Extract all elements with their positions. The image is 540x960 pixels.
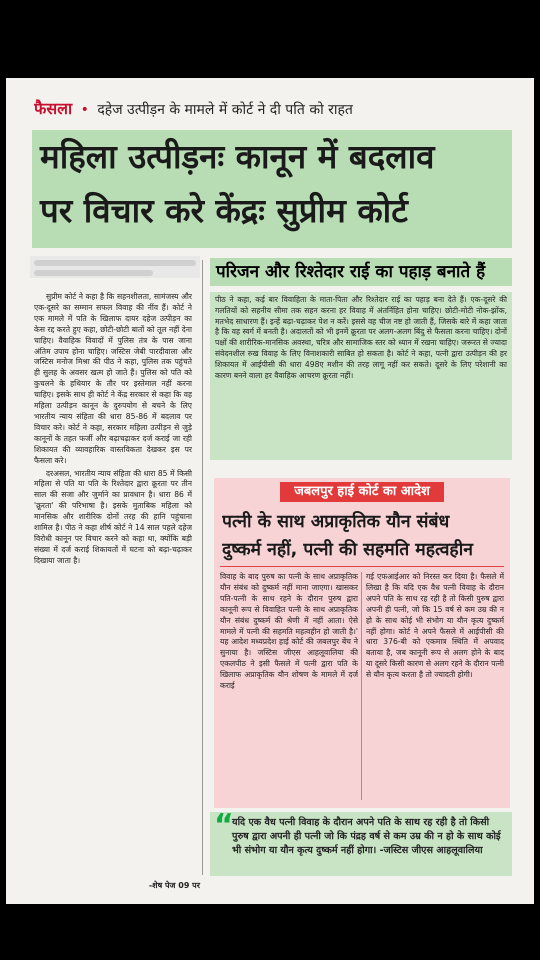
box-column-1: विवाह के बाद पुरुष का पत्नी के साथ अप्राकृतिक यौन संबंध को दुष्कर्म नहीं माना जाएगा। खासकर पति-पत्नी के साथ रहने के दौरान पुरुष द्वारा कानूनी रूप से विवाहित पत्नी के साथ अप्राकृतिक यौन संबंध दुष्कर्म की श्रेणी में नहीं आता। ऐसे मामले में पत्नी की सहमति महत्वहीन हो जाती है।' यह आदेश मध्यप्रदेश हाई कोर्ट की जबलपुर बेंच ने सुनाया है। जस्टिस जीएस आहलूवालिया की एकलपीठ ने इसी फैसले में पत्नी द्वारा पति के खिलाफ अप्राकृतिक यौन शोषण के मामले में दर्ज कराई <box>220 572 358 691</box>
main-article-column <box>34 292 192 882</box>
box-rule <box>220 566 504 567</box>
box-headline <box>222 508 506 564</box>
pull-quote <box>210 808 512 876</box>
headline-line-1: महिला उत्पीड़नः कानून में बदलाव <box>40 137 435 176</box>
article-paragraph: सुप्रीम कोर्ट ने कहा है कि सहनशीलता, सामंजस्य और एक-दूसरे का सम्मान सफल विवाह की नींव हैं। कोर्ट ने एक मामले में पति के खिलाफ दायर दहेज उत्पीड़न का केस रद्द करते हुए कहा, छोटी-छोटी बातों को तूल नहीं देना चाहिए। वैवाहिक विवादों में पुलिस तंत्र के पास जाना अंतिम उपाय होना चाहिए। जस्टिस जेबी पारदीवाला और जस्टिस मनोज मिश्रा की पीठ ने कहा, पुलिस तक पहुंचते ही सुलह के अवसर खत्म हो जाते हैं। पुलिस को पति को कुचलने के हथियार के तौर पर इस्तेमाल नहीं करना चाहिए। इसके साथ ही कोर्ट ने केंद्र सरकार से कहा कि वह महिला उत्पीड़न कानून के दुरुपयोग से बचने के लिए भारतीय न्याय संहिता की धारा 85-86 में बदलाव पर विचार करे। कोर्ट ने कहा, सरकार महिला उत्पीड़न से जुड़े कानूनों के तहत फर्जी और बढ़ाचढ़ाकर दर्ज कराई जा रही शिकायत की व्यावहारिक वास्तविकता देखकर इस पर फैसला करे। <box>34 292 192 465</box>
kicker-label: फैसला <box>34 99 73 118</box>
quote-mark-icon: “ <box>214 808 234 843</box>
box-headline-line-1: पत्नी के साथ अप्राकृतिक यौन संबंध <box>222 512 450 532</box>
article-paragraph: दरअसल, भारतीय न्याय संहिता की धारा 85 में किसी महिला से पति या पति के रिश्तेदार द्वारा क्रूरता पर तीन साल की सजा और जुर्माने का प्रावधान है। धारा 86 में 'क्रूरता' की परिभाषा है। इसके मुताबिक महिला को मानसिक और शारीरिक दोनों तरह की हानि पहुंचाना शामिल है। पीठ ने कहा शीर्ष कोर्ट ने 14 साल पहले दहेज विरोधी कानून पर विचार करने को कहा था, क्योंकि बड़ी संख्या में दर्ज कराई शिकायतों में घटना को बढ़ा-चढ़ाकर दिखाया जाता है। <box>34 468 192 565</box>
side-story-text: पीठ ने कहा, कई बार विवाहिता के माता-पिता और रिश्तेदार राई का पहाड़ बना देते हैं। एक-दूसरे की गलतियों को सहनीय सीमा तक सहन करना हर विवाह में अंतर्निहित होना चाहिए। छोटी-मोटी नोक-झोंक, मतभेद साधारण हैं। इन्हें बढ़ा-चढ़ाकर पेश न करें। इससे वह चीज नष्ट हो जाती हैं, जिसके बारे में कहा जाता है कि वह स्वर्ग में बनती है। अदालतों को भी इनमें क्रूरता पर अलग-अलग बिंदु से फैसला करना चाहिए। दोनों पक्षों की शारीरिक-मानसिक अवस्था, चरित्र और सामाजिक स्तर को ध्यान में रखना चाहिए। जरूरत से ज्यादा संवेदनशील रुख विवाह के लिए विनाशकारी साबित हो सकता है। कोर्ट ने कहा, पत्नी द्वारा उत्पीड़न की हर शिकायत में आईपीसी की धारा 498ए मशीन की तरह लागू नहीं कर सकते। दूसरे के लिए परेशानी का कारण बनने वाला हर वैवाहिक आचरण क्रूरता नहीं। <box>210 292 512 460</box>
side-story-heading: परिजन और रिश्तेदार राई का पहाड़ बनाते हैं <box>210 258 512 286</box>
continued-note: -शेष पेज 09 पर <box>148 881 200 890</box>
box-column-divider <box>361 572 362 800</box>
blurred-byline <box>30 256 200 278</box>
highcourt-box <box>214 478 510 808</box>
main-headline <box>32 130 512 248</box>
headline-line-2: पर विचार करे केंद्रः सुप्रीम कोर्ट <box>40 191 408 230</box>
quote-text: यदि एक वैध पत्नी विवाह के दौरान अपने पति के साथ रह रही है तो किसी पुरुष द्वारा अपनी ही पत्नी जो कि पंद्रह वर्ष से कम उम्र की न हो के साथ कोई भी संभोग या यौन कृत्य दुष्कर्म नहीं होगा। -जस्टिस जीएस आहलूवालिया <box>232 817 501 856</box>
kicker-line <box>34 96 510 122</box>
kicker-separator: • <box>80 102 89 118</box>
box-headline-line-2: दुष्कर्म नहीं, पत्नी की सहमति महत्वहीन <box>222 540 473 560</box>
box-column-2: गई एफआईआर को निरस्त कर दिया है। फैसले में लिखा है कि यदि एक वैध पत्नी विवाह के दौरान अपने पति के साथ रह रही है तो किसी पुरुष द्वारा अपनी ही पत्नी, जो कि 15 वर्ष से कम उम्र की न हो के साथ कोई भी संभोग या यौन कृत्य दुष्कर्म नहीं होगा। कोर्ट ने अपने फैसले में आईपीसी की धारा 376-बी को एकमात्र स्थिति में अपवाद बताया है, जब कानूनी रूप से अलग होने के बाद या दूसरे किसी कारण से अलग रहने के दौरान पत्नी से यौन कृत्य करता है तो ज्यादती होगी। <box>366 572 504 680</box>
box-tag: जबलपुर हाई कोर्ट का आदेश <box>280 482 444 502</box>
column-divider <box>202 260 203 875</box>
kicker-text: दहेज उत्पीड़न के मामले में कोर्ट ने दी पति को राहत <box>97 102 353 118</box>
